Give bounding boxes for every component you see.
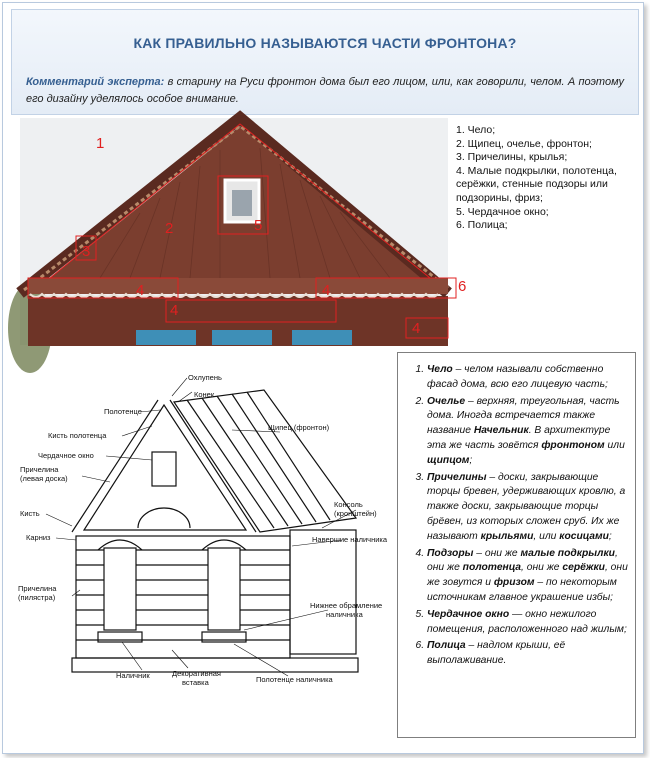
photo-number-3: 3 xyxy=(82,243,91,260)
photo-number-6: 6 xyxy=(458,278,467,295)
label-ohlupen: Охлупень xyxy=(188,373,222,382)
definition-text: , или xyxy=(533,530,560,542)
label-konek: Конек xyxy=(194,390,215,399)
definition-term: Подзоры xyxy=(427,547,474,559)
label-nalichnik: Наличник xyxy=(116,671,150,680)
photo-window-1 xyxy=(136,330,196,345)
definition-text: , они же xyxy=(427,547,618,574)
gable-photo xyxy=(20,118,467,345)
definition-term: фризом xyxy=(493,577,535,589)
definition-term: Начельник xyxy=(473,425,529,437)
photo-window-2 xyxy=(212,330,272,345)
label-cherdachnoe-okno: Чердачное окно xyxy=(38,451,94,460)
photo-number-5: 5 xyxy=(254,217,263,234)
definition-term: малые подкрылки xyxy=(520,547,615,559)
label-karniz: Карниз xyxy=(26,533,51,542)
definition-term: щипцом xyxy=(427,454,470,466)
label-naverzhie: Навершие наличника xyxy=(312,535,388,544)
definition-item xyxy=(427,363,629,393)
photo-number-1: 1 xyxy=(96,135,105,152)
photo-number-4c: 4 xyxy=(170,302,179,319)
definition-text: ; xyxy=(608,530,612,542)
definition-term: косицами xyxy=(559,530,609,542)
label-prichelina-pilyastra: Причелина xyxy=(18,584,57,593)
definition-text: – надлом крыши, её выполаживание. xyxy=(427,640,566,667)
photo-number-4a: 4 xyxy=(136,282,145,299)
parts-item: 1. Чело; xyxy=(456,124,496,136)
definition-term: серёжки xyxy=(562,562,605,574)
definition-text: ; xyxy=(469,454,473,466)
definitions-list xyxy=(398,353,635,669)
definition-term: Чело xyxy=(427,364,453,375)
diagram-house-lines xyxy=(72,390,358,672)
label-prichelina-pilyastra-2: (пилястра) xyxy=(18,593,56,602)
label-konsol: Консоль xyxy=(334,500,363,509)
comment-text: в старину на Руси фронтон дома был его лицом, или, как говорили, челом. А поэтому его дизайну уделялось особое внимание. xyxy=(26,76,624,105)
expert-comment xyxy=(26,74,624,108)
parts-item: 2. Щипец, очелье, фронтон; xyxy=(456,137,592,150)
parts-item: 4. Малые подкрылки, полотенца, серёжки, стенные подзоры или подзорины, фриз; xyxy=(456,164,617,204)
definition-text: – они же xyxy=(473,547,521,559)
parts-item: 5. Чердачное окно; xyxy=(456,205,549,218)
definition-term: Полица xyxy=(427,640,466,652)
label-dekor: Декоративная xyxy=(172,669,221,678)
definition-item xyxy=(427,471,629,545)
parts-list xyxy=(456,124,636,233)
definition-text: , они же зовутся и xyxy=(427,562,628,589)
photo-number-2: 2 xyxy=(165,220,174,237)
label-polotence-nalichnika: Полотенце наличника xyxy=(256,675,333,684)
definition-text: – челом называли собственно фасад дома, всю его лицевую часть; xyxy=(427,364,608,390)
definition-term: Причелины xyxy=(427,471,487,483)
definition-text: – верхняя, треугольная, часть дома. Иногда встречается также название xyxy=(427,395,620,437)
definition-term: крыльями xyxy=(480,530,534,542)
page-title: КАК ПРАВИЛЬНО НАЗЫВАЮТСЯ ЧАСТИ ФРОНТОНА? xyxy=(133,35,517,51)
photo-number-4d: 4 xyxy=(412,320,421,337)
label-konsol-2: (кронштейн) xyxy=(334,509,377,518)
comment-label: Комментарий эксперта: xyxy=(26,76,165,88)
label-prichelina-levaya: Причелина xyxy=(20,465,59,474)
definition-term: Очелье xyxy=(427,395,466,407)
header-panel xyxy=(11,9,639,115)
label-polotence: Полотенце xyxy=(104,407,142,416)
definition-term: Чердачное окно xyxy=(427,608,510,620)
definitions-box xyxy=(397,352,636,738)
definition-text: – доски, закрывающие торцы бревен, удерживающих кровлю, а также доски, закрывающие торцы брёвен, из которых сложен сруб. Их же называют xyxy=(427,471,626,542)
definition-item xyxy=(427,547,629,606)
photo-attic-glass xyxy=(232,190,252,216)
definition-text: – по некоторым источникам главное украшение избы; xyxy=(427,577,617,603)
definition-text: или xyxy=(604,439,625,451)
definition-text: . В архитектуре эта же часть зовётся xyxy=(427,425,611,451)
house-diagram xyxy=(12,350,400,710)
definition-term: полотенца xyxy=(462,562,522,574)
definition-item xyxy=(427,395,629,469)
photo-number-4b: 4 xyxy=(322,282,331,299)
label-kist-polotenca: Кисть полотенца xyxy=(48,431,107,440)
parts-item: 6. Полица; xyxy=(456,219,508,232)
definition-term: фронтоном xyxy=(541,439,605,451)
label-shchipec: Щипец (фронтон) xyxy=(268,423,330,432)
photo-window-3 xyxy=(292,330,352,345)
photo-cornice xyxy=(28,278,448,294)
label-kist: Кисть xyxy=(20,509,40,518)
definition-item xyxy=(427,608,629,638)
label-nizhnee-obramlenie: Нижнее обрамление xyxy=(310,601,383,610)
definition-text: — окно нежилого помещения, расположенного над жилым; xyxy=(427,608,627,635)
label-nizhnee-obramlenie-2: наличника xyxy=(326,610,363,619)
definition-text: , они же xyxy=(521,562,563,574)
label-prichelina-levaya-2: (левая доска) xyxy=(20,474,68,483)
parts-item: 3. Причелины, крылья; xyxy=(456,151,568,164)
label-dekor-2: вставка xyxy=(182,678,209,687)
definition-item xyxy=(427,639,629,669)
